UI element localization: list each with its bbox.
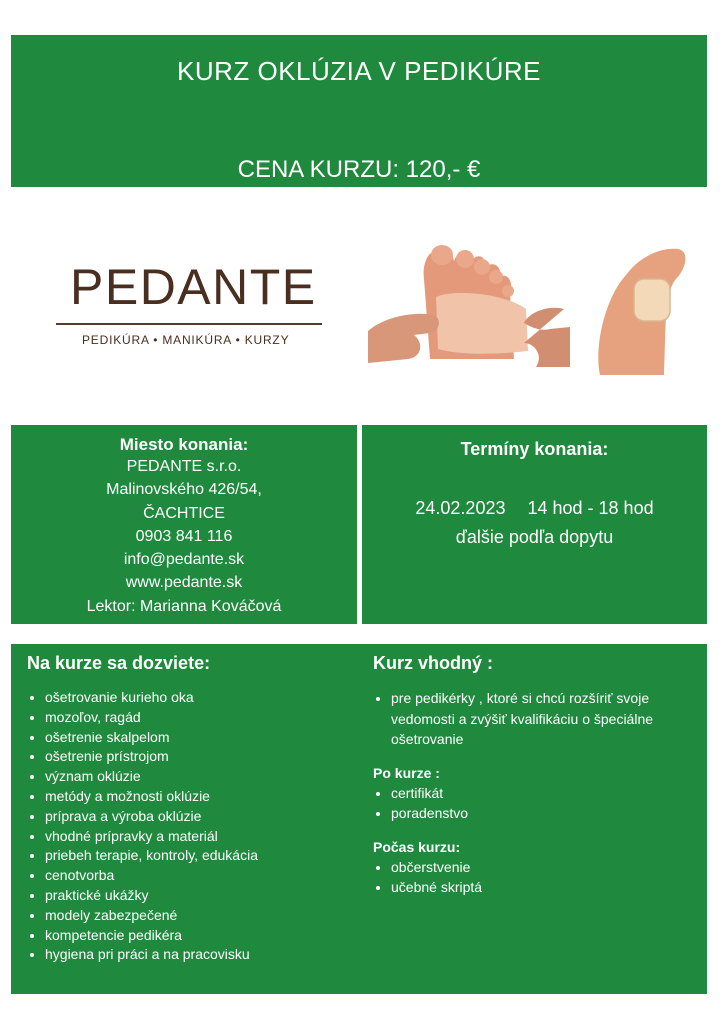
list-item: • príprava a výroba oklúzie: [45, 807, 357, 827]
dates-box: [362, 425, 707, 624]
after-course-list: [373, 783, 693, 824]
venue-street: Malinovského 426/54,: [106, 481, 262, 499]
venue-heading: Miesto konania:: [119, 435, 249, 454]
list-item: • vhodné prípravky a materiál: [45, 827, 357, 847]
list-item: • občerstvenie: [391, 857, 693, 878]
details-box: [11, 644, 707, 994]
venue-company: PEDANTE s.r.o.: [126, 458, 242, 475]
venue-lecturer: Lektor: Marianna Kováčová: [86, 597, 282, 615]
list-item: • učebné skriptá: [391, 877, 693, 898]
suitable-list: [373, 688, 693, 750]
suitable-heading: Kurz vhodný :: [373, 653, 493, 673]
venue-town: ČACHTICE: [143, 504, 225, 522]
list-item: • hygiena pri práci a na pracovisku: [45, 945, 357, 965]
list-item: • ošetrenie skalpelom: [45, 728, 357, 748]
list-item: • význam oklúzie: [45, 767, 357, 787]
list-item: • priebeh terapie, kontroly, edukácia: [45, 846, 357, 866]
course-price: CENA KURZU: 120,- €: [237, 156, 481, 183]
venue-email: info@pedante.sk: [123, 551, 245, 569]
logo-name: PEDANTE: [70, 259, 317, 315]
list-item: • certifikát: [391, 783, 693, 804]
list-item: • mozoľov, ragád: [45, 708, 357, 728]
list-item: • modely zabezpečené: [45, 906, 357, 926]
logo-divider: [56, 323, 322, 325]
list-item: • praktické ukážky: [45, 886, 357, 906]
course-title: KURZ OKLÚZIA V PEDIKÚRE: [176, 56, 542, 86]
venue-website: www.pedante.sk: [125, 574, 243, 592]
learn-heading: Na kurze sa dozviete:: [27, 653, 211, 673]
venue-box: [11, 425, 357, 624]
during-course-list: [373, 857, 693, 898]
list-item: • metódy a možnosti oklúzie: [45, 787, 357, 807]
after-course-heading: Po kurze :: [373, 764, 440, 781]
learn-column: [27, 644, 357, 965]
suitable-column: [373, 644, 693, 898]
pedante-logo: [56, 254, 322, 354]
dates-row: [362, 498, 707, 519]
during-course-heading: Počas kurzu:: [373, 838, 461, 855]
venue-phone: 0903 841 116: [135, 527, 233, 545]
dates-heading: Termíny konania:: [460, 439, 609, 459]
course-date: 24.02.2023: [415, 498, 506, 518]
logo-tagline: PEDIKÚRA • MANIKÚRA • KURZY: [82, 333, 290, 347]
course-time: 14 hod - 18 hod: [527, 498, 654, 518]
foot-occlusion-photo: [364, 239, 694, 375]
list-item: • pre pedikérky , ktoré si chcú rozšíriť svoje vedomosti a zvýšiť kvalifikáciu o špeciálne ošetrovanie: [391, 688, 693, 750]
list-item: • kompetencie pedikéra: [45, 926, 357, 946]
list-item: • ošetrovanie kurieho oka: [45, 688, 357, 708]
learn-list: [27, 688, 357, 965]
dates-more: ďalšie podľa dopytu: [455, 527, 614, 547]
list-item: • poradenstvo: [391, 803, 693, 824]
list-item: • cenotvorba: [45, 866, 357, 886]
header-banner: [11, 35, 707, 187]
list-item: • ošetrenie prístrojom: [45, 747, 357, 767]
